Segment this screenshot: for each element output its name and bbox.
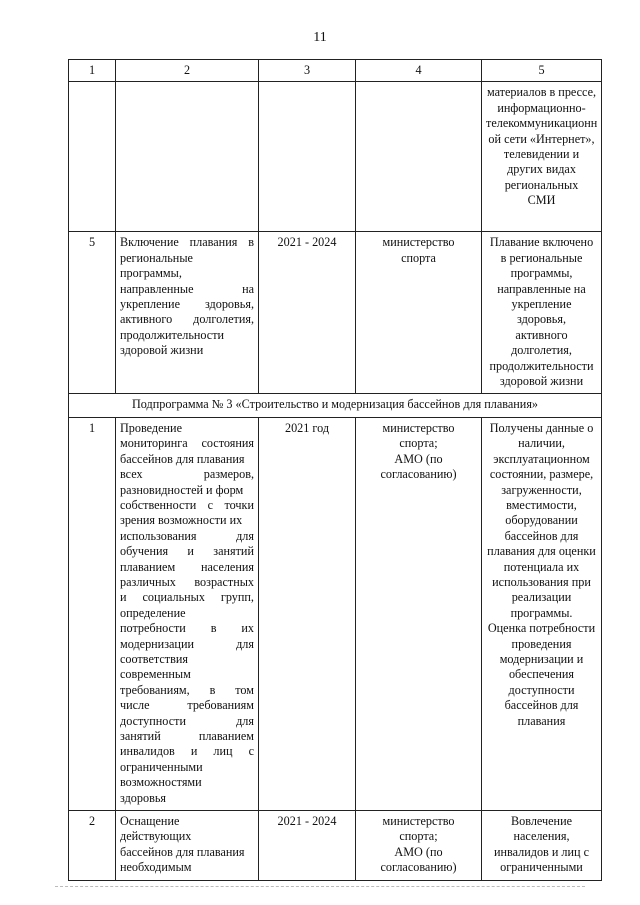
cell-line (120, 637, 254, 652)
cell-line: согласованию) (380, 467, 457, 482)
word: возможностями (120, 775, 202, 790)
cell-line: наличии, (518, 436, 565, 451)
cell-line: реализации (511, 590, 572, 605)
word: потребности (120, 621, 186, 636)
cell-line (120, 590, 254, 605)
cell-line (120, 698, 254, 713)
header-cell-2: 2 (116, 60, 259, 82)
word: в (248, 235, 254, 250)
cell-line: Получены данные о (489, 420, 594, 435)
word: и (120, 590, 127, 605)
cell-line: инвалидов и лиц с (493, 844, 589, 859)
word: и (187, 544, 194, 559)
word: плавания (189, 235, 238, 250)
cell-line: материалов в прессе, (486, 85, 597, 100)
cell-line (120, 683, 254, 698)
word: населения (200, 559, 254, 574)
word: бассейнов для плавания (120, 844, 245, 859)
word: определение (120, 605, 186, 620)
cell-line: продолжительности (489, 358, 594, 373)
word: соответствия (120, 651, 188, 666)
word: ограниченными (120, 759, 203, 774)
word: социальных (142, 590, 205, 605)
word: в (209, 682, 216, 697)
cell-line: информационно- (497, 100, 586, 115)
cell-line (120, 513, 254, 528)
table-row-5 (69, 232, 602, 394)
word: Оснащение (120, 814, 180, 829)
cell-line: региональных (504, 177, 579, 192)
cell-line: долголетия, (511, 343, 572, 358)
cell-line (120, 483, 254, 498)
word: всех (120, 467, 143, 482)
cell-line: в региональные (500, 250, 583, 265)
cell-line (120, 652, 254, 667)
cell-line (120, 282, 254, 297)
cell-line: укрепление здоровья, (511, 297, 572, 327)
cell-line: программы. (510, 605, 573, 620)
cell-result (482, 417, 602, 810)
cell-line: оборудовании (505, 513, 578, 528)
cell-line: модернизации и (499, 651, 584, 666)
cell-line: других видах (507, 162, 576, 177)
cell-line (120, 714, 254, 729)
cell-line: Плавание включено (489, 235, 594, 250)
word: на (242, 281, 254, 296)
cell-line (120, 845, 254, 860)
cell-line (120, 544, 254, 559)
program-table (68, 59, 602, 881)
cell-executor (356, 417, 482, 810)
cell-line (120, 560, 254, 575)
cell-line (120, 621, 254, 636)
cell-result (482, 811, 602, 881)
cell-line (120, 498, 254, 513)
subprogram-row (69, 394, 602, 417)
cell-line: бассейнов для (504, 528, 579, 543)
cell-line (120, 328, 254, 343)
header-cell-1: 1 (69, 60, 116, 82)
word: возрастных (194, 574, 254, 589)
subprogram-title: Подпрограмма № 3 «Строительство и модернизация бассейнов для плавания» (69, 394, 602, 417)
table-header-row (69, 60, 602, 82)
cell-line: плавания (517, 713, 566, 728)
cell-line (120, 760, 254, 775)
word: разновидностей и форм (120, 482, 244, 497)
cell-period: 2021 год (259, 417, 356, 810)
cell-executor (356, 232, 482, 394)
cell-event (116, 811, 259, 881)
cell-line: телекоммуникационн (486, 116, 598, 131)
cell-line: направленные на (497, 281, 586, 296)
word: точки (224, 497, 254, 512)
word: для (236, 636, 254, 651)
cell-line: СМИ (527, 193, 556, 208)
page-bottom-divider (55, 886, 585, 889)
cell-line: министерство (382, 235, 455, 250)
word: инвалидов (120, 744, 175, 759)
cell-line: здоровой жизни (499, 374, 584, 389)
word: необходимым (120, 860, 192, 875)
cell-num (69, 82, 116, 232)
cell-line: состоянии, размере, (489, 467, 594, 482)
word: использования (120, 528, 197, 543)
cell-line: Оценка потребности (487, 621, 596, 636)
word: занятий (120, 729, 161, 743)
cell-line (120, 235, 254, 250)
cell-period: 2021 - 2024 (259, 811, 356, 881)
word: в (210, 621, 217, 636)
word: современным (120, 667, 191, 682)
word: плаванием (198, 729, 254, 743)
cell-result (482, 232, 602, 394)
word: направленные (120, 281, 194, 296)
word: различных (120, 574, 176, 589)
word: плаванием (120, 559, 176, 574)
word: продолжительности (120, 327, 225, 342)
cell-num: 1 (69, 417, 116, 810)
word: состояния (201, 436, 254, 451)
word: для (236, 528, 254, 543)
cell-line: ой сети «Интернет», (488, 131, 595, 146)
word: числе (120, 698, 150, 713)
cell-line (120, 297, 254, 312)
word: зрения возможности их (120, 513, 243, 528)
word: с (248, 744, 254, 759)
cell-line (120, 775, 254, 790)
cell-line (120, 343, 254, 358)
word: их (241, 621, 254, 636)
word: занятий (213, 544, 254, 559)
cell-line: министерство (382, 814, 455, 829)
cell-event (116, 82, 259, 232)
cell-num: 5 (69, 232, 116, 394)
cell-event (116, 232, 259, 394)
table-row-2 (69, 811, 602, 881)
cell-line: проведения (511, 636, 572, 651)
cell-line (120, 436, 254, 451)
word: укрепление (120, 297, 180, 312)
cell-line (120, 266, 254, 281)
word: размеров, (203, 467, 254, 482)
cell-line: спорта; (399, 436, 438, 451)
header-cell-3: 3 (259, 60, 356, 82)
cell-line (120, 312, 254, 327)
cell-line: вместимости, (506, 497, 577, 512)
cell-period (259, 82, 356, 232)
header-cell-4: 4 (356, 60, 482, 82)
word: действующих (120, 829, 192, 844)
cell-executor (356, 811, 482, 881)
header-cell-5: 5 (482, 60, 602, 82)
cell-line: министерство (382, 420, 455, 435)
table-row-1 (69, 417, 602, 810)
word: региональные (120, 250, 193, 265)
cell-line (120, 251, 254, 266)
word: том (235, 682, 254, 697)
cell-line (120, 575, 254, 590)
word: обучения (120, 544, 169, 559)
cell-line: загруженности, (501, 482, 582, 497)
word: бассейнов для плавания (120, 451, 245, 466)
word: программы, (120, 266, 182, 281)
word: с (207, 497, 214, 512)
cell-period: 2021 - 2024 (259, 232, 356, 394)
cell-line: АМО (по (394, 451, 443, 466)
word: мониторинга (120, 436, 188, 451)
cell-line (120, 667, 254, 682)
cell-line (120, 791, 254, 806)
word: собственности (120, 497, 197, 512)
cell-executor (356, 82, 482, 232)
word: активного (120, 312, 173, 327)
word: лиц (213, 744, 233, 759)
cell-line (120, 452, 254, 467)
word: групп, (220, 590, 254, 605)
cell-line (120, 606, 254, 621)
cell-line: населения, (513, 829, 570, 844)
cell-line (120, 467, 254, 482)
cell-line (120, 829, 254, 844)
word: требованиям (187, 698, 254, 713)
cell-line (120, 744, 254, 759)
word: здоровья, (204, 297, 254, 312)
word: модернизации (120, 636, 194, 651)
cell-event (116, 417, 259, 810)
cell-line: эксплуатационном (493, 451, 590, 466)
cell-line: потенциала их (503, 559, 580, 574)
cell-line: плавания для оценки (487, 544, 596, 559)
cell-line: активного (515, 327, 568, 342)
cell-num: 2 (69, 811, 116, 881)
cell-line: доступности (508, 682, 575, 697)
cell-line: спорта; (399, 829, 438, 844)
word: и (190, 744, 198, 759)
cell-line (120, 814, 254, 829)
word: доступности (120, 713, 186, 728)
cell-line: спорта (401, 250, 436, 265)
word: здоровой жизни (120, 343, 204, 358)
page-number: 11 (313, 30, 327, 45)
cell-line: программы, (510, 266, 573, 281)
cell-line: АМО (по (394, 844, 443, 859)
cell-line: телевидении и (503, 147, 580, 162)
cell-line (120, 529, 254, 544)
word: долголетия, (193, 312, 254, 327)
table-row-continued (69, 82, 602, 232)
cell-line (120, 860, 254, 875)
cell-line (120, 729, 254, 744)
word: здоровья (120, 790, 166, 805)
cell-line: согласованию) (380, 860, 457, 875)
cell-line: обеспечения (508, 667, 575, 682)
cell-line: ограниченными (500, 860, 583, 875)
cell-line (120, 421, 254, 436)
word: для (236, 713, 254, 728)
cell-line: Вовлечение (511, 814, 572, 829)
cell-line: использования при (492, 574, 591, 589)
cell-result (482, 82, 602, 232)
word: требованиям, (120, 682, 190, 697)
cell-line: бассейнов для (504, 698, 579, 713)
word: Проведение (120, 420, 182, 435)
word: Включение (120, 235, 179, 250)
